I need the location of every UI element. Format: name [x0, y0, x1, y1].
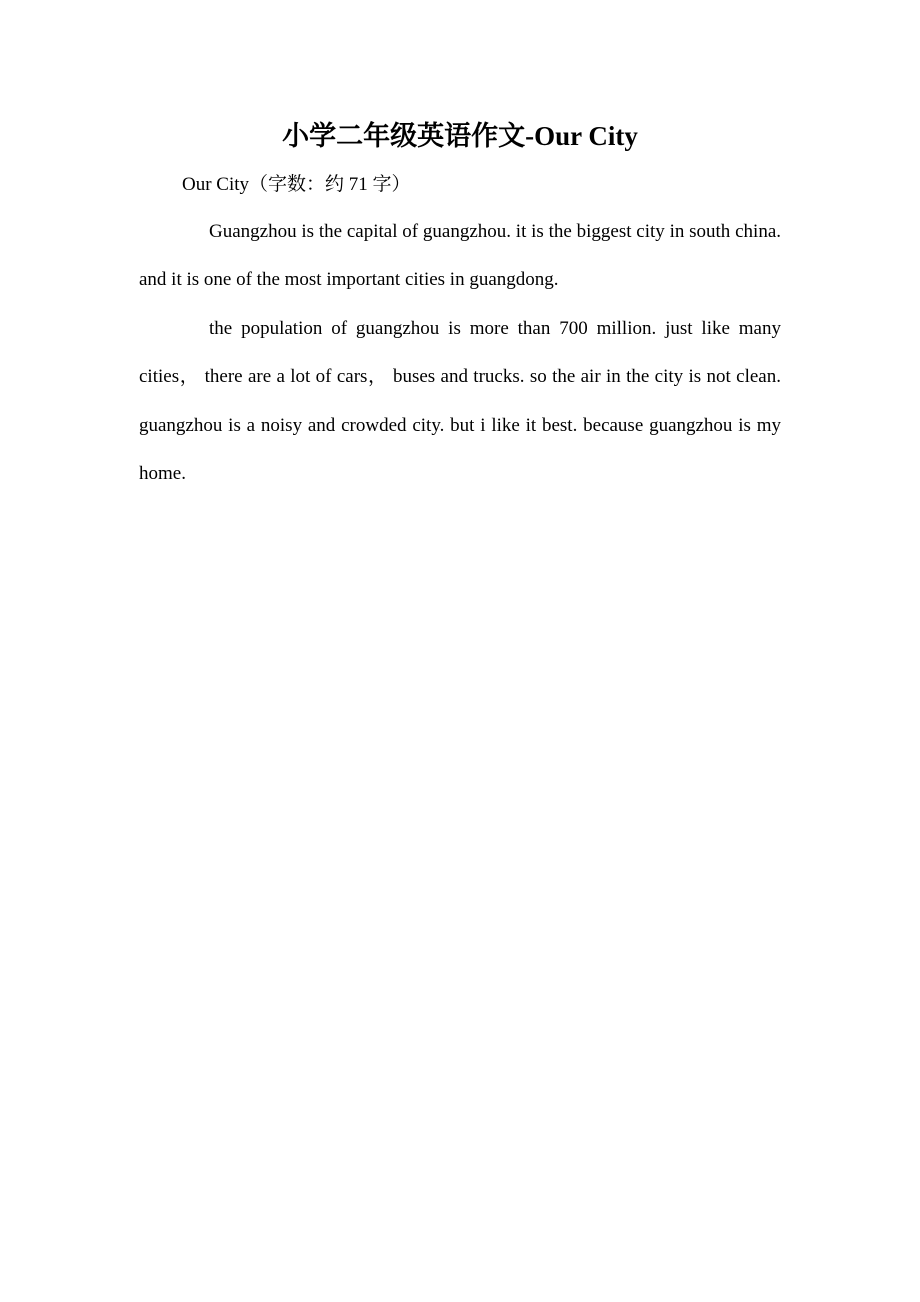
paragraph-1-block	[139, 208, 781, 305]
paragraph-2: the population of guangzhou is more than 700 million. just like many cities， there are a lot of cars， buses and trucks. so the air in the city is not clean. guangzhou is a noisy and crowded city. but i like it best. because guangzhou is my home.	[139, 318, 781, 484]
document-title: 小学二年级英语作文-Our City	[282, 121, 638, 151]
document-subtitle: Our City（字数：约 71 字）	[182, 174, 411, 195]
paragraph-1: Guangzhou is the capital of guangzhou. it is the biggest city in south china. and it is one of the most important cities in guangdong.	[139, 221, 781, 291]
paragraph-2-block	[139, 305, 781, 498]
